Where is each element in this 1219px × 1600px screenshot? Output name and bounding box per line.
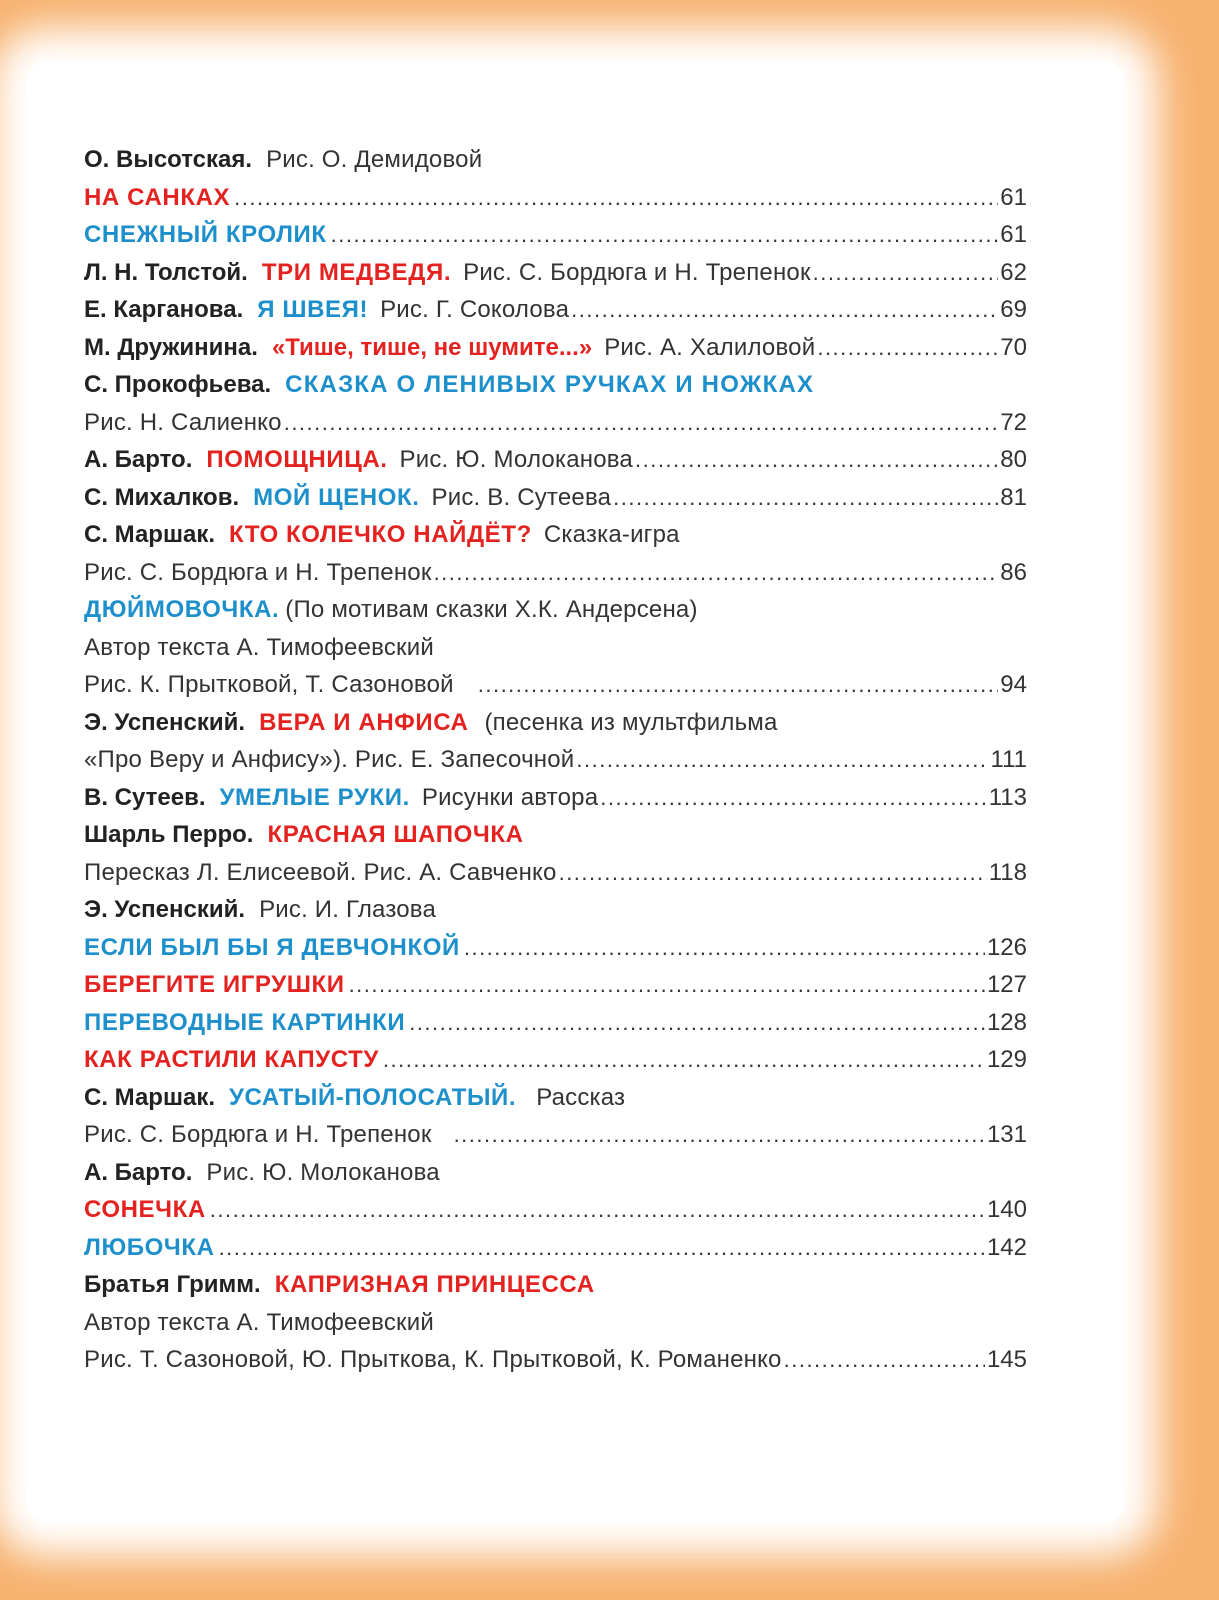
- toc-page-number: 118: [988, 858, 1027, 886]
- toc-line: [84, 854, 1027, 892]
- toc-author: А. Барто.: [84, 1158, 193, 1186]
- toc-title[interactable]: ЕСЛИ БЫЛ БЫ Я ДЕВЧОНКОЙ: [84, 933, 460, 961]
- toc-page-number: 113: [988, 783, 1027, 811]
- toc-title[interactable]: МОЙ ЩЕНОК.: [253, 483, 420, 511]
- toc-description: Рис. Ю. Молоканова: [399, 446, 633, 473]
- toc-author: Э. Успенский.: [84, 896, 246, 923]
- toc-line[interactable]: [84, 1079, 1027, 1117]
- toc-line: [84, 1341, 1027, 1379]
- toc-line: [84, 1154, 1027, 1192]
- toc-page-number: 69: [1000, 296, 1027, 323]
- toc-leader: [576, 741, 988, 779]
- toc-line[interactable]: [84, 779, 1027, 817]
- toc-line[interactable]: [84, 1229, 1027, 1267]
- toc-line: [84, 666, 1027, 704]
- toc-line[interactable]: [84, 366, 1027, 404]
- toc-description: Рис. Т. Сазоновой, Ю. Прыткова, К. Прытковой, К. Романенко: [84, 1346, 782, 1373]
- toc-title[interactable]: КАК РАСТИЛИ КАПУСТУ: [84, 1046, 379, 1073]
- toc-title[interactable]: УСАТЫЙ-ПОЛОСАТЫЙ.: [229, 1083, 517, 1111]
- toc-page-number: 81: [1000, 483, 1027, 511]
- toc-description: Рис. Г. Соколова: [380, 296, 570, 323]
- toc-leader: [635, 441, 998, 479]
- toc-leader: [813, 254, 999, 292]
- toc-leader: [559, 854, 987, 892]
- toc-description: (По мотивам сказки Х.К. Андерсена): [285, 596, 698, 623]
- toc-page-number: 61: [1000, 221, 1027, 248]
- toc-line: [84, 141, 1027, 179]
- toc-author: Л. Н. Толстой.: [84, 258, 248, 286]
- toc-title[interactable]: КРАСНАЯ ШАПОЧКА: [267, 821, 524, 848]
- toc-title[interactable]: СКАЗКА О ЛЕНИВЫХ РУЧКАХ И НОЖКАХ: [285, 371, 815, 398]
- toc-page-number: 127: [986, 971, 1027, 998]
- toc-page-number: 70: [1000, 333, 1027, 361]
- toc-description: Рис. В. Сутеева: [431, 483, 612, 511]
- toc-leader: [349, 966, 985, 1004]
- toc-line: [84, 1304, 1027, 1342]
- toc-title[interactable]: ВЕРА И АНФИСА: [259, 708, 469, 736]
- toc-leader: [464, 929, 985, 967]
- toc-leader: [784, 1341, 985, 1379]
- toc-page-number: 94: [1000, 671, 1027, 698]
- toc-line[interactable]: [84, 704, 1027, 742]
- toc-title[interactable]: «Тише, тише, не шумите...»: [271, 333, 593, 361]
- toc-author: С. Маршак.: [84, 1083, 215, 1111]
- toc-author: О. Высотская.: [84, 146, 253, 173]
- toc-title[interactable]: ДЮЙМОВОЧКА.: [84, 596, 280, 623]
- table-of-contents: [84, 141, 1027, 1379]
- toc-page-number: 140: [986, 1196, 1027, 1223]
- toc-title[interactable]: КАПРИЗНАЯ ПРИНЦЕССА: [274, 1271, 595, 1298]
- toc-description: Рис. Ю. Молоканова: [206, 1158, 440, 1186]
- toc-description: Рассказ: [536, 1083, 626, 1111]
- toc-leader: [234, 179, 998, 217]
- toc-description: (песенка из мультфильма: [484, 708, 778, 736]
- toc-line[interactable]: [84, 591, 1027, 629]
- toc-description: Автор текста А. Тимофеевский: [84, 1308, 434, 1336]
- toc-leader: [434, 554, 999, 592]
- toc-title[interactable]: СНЕЖНЫЙ КРОЛИК: [84, 221, 327, 248]
- toc-line[interactable]: [84, 966, 1027, 1004]
- toc-line: [84, 891, 1027, 929]
- toc-title[interactable]: УМЕЛЫЕ РУКИ.: [219, 783, 410, 811]
- toc-leader: [219, 1229, 985, 1267]
- toc-line[interactable]: [84, 216, 1027, 254]
- toc-title[interactable]: ТРИ МЕДВЕДЯ.: [261, 258, 452, 286]
- toc-line[interactable]: [84, 816, 1027, 854]
- toc-line[interactable]: [84, 179, 1027, 217]
- toc-page-number: 111: [990, 746, 1027, 773]
- toc-author: Шарль Перро.: [84, 821, 254, 848]
- toc-line[interactable]: [84, 479, 1027, 517]
- toc-description: Рис. И. Глазова: [259, 896, 437, 923]
- toc-description: Рис. С. Бордюга и Н. Трепенок: [463, 258, 811, 286]
- toc-leader: [210, 1191, 985, 1229]
- toc-line: [84, 741, 1027, 779]
- toc-description: Рис. С. Бордюга и Н. Трепенок: [84, 1121, 432, 1148]
- toc-line: [84, 1116, 1027, 1154]
- toc-page-number: 126: [986, 933, 1027, 961]
- toc-author: С. Михалков.: [84, 483, 240, 511]
- toc-description: Рис. К. Прытковой, Т. Сазоновой: [84, 671, 454, 698]
- toc-page-number: 129: [986, 1046, 1027, 1073]
- toc-leader: [600, 779, 986, 817]
- toc-leader: [284, 404, 999, 442]
- toc-leader: [571, 291, 998, 329]
- toc-leader: [613, 479, 998, 517]
- toc-title[interactable]: КТО КОЛЕЧКО НАЙДЁТ?: [229, 521, 532, 548]
- toc-leader: [331, 216, 999, 254]
- toc-page-number: 86: [1000, 558, 1027, 586]
- toc-leader: [478, 666, 999, 704]
- toc-line: [84, 554, 1027, 592]
- toc-page-number: 80: [1000, 446, 1027, 473]
- toc-title[interactable]: ЛЮБОЧКА: [84, 1233, 215, 1261]
- toc-title[interactable]: ПОМОЩНИЦА.: [206, 446, 388, 473]
- toc-description: Сказка-игра: [543, 521, 680, 548]
- toc-leader: [383, 1041, 985, 1079]
- toc-line[interactable]: [84, 929, 1027, 967]
- toc-page-number: 128: [986, 1008, 1027, 1036]
- toc-leader: [817, 329, 998, 367]
- toc-line[interactable]: [84, 1191, 1027, 1229]
- toc-description: Рис. А. Халиловой: [604, 333, 816, 361]
- toc-author: С. Маршак.: [84, 521, 215, 548]
- toc-description: Рис. С. Бордюга и Н. Трепенок: [84, 558, 432, 586]
- toc-author: В. Сутеев.: [84, 783, 206, 811]
- toc-page-number: 145: [986, 1346, 1027, 1373]
- toc-author: М. Дружинина.: [84, 333, 258, 361]
- toc-title[interactable]: ПЕРЕВОДНЫЕ КАРТИНКИ: [84, 1008, 406, 1036]
- toc-line[interactable]: [84, 254, 1027, 292]
- toc-author: Э. Успенский.: [84, 708, 246, 736]
- toc-line[interactable]: [84, 441, 1027, 479]
- toc-author: Братья Гримм.: [84, 1271, 261, 1298]
- toc-page-number: 61: [1000, 183, 1027, 211]
- toc-author: С. Прокофьева.: [84, 371, 272, 398]
- toc-line: [84, 404, 1027, 442]
- toc-author: А. Барто.: [84, 446, 193, 473]
- toc-title[interactable]: Я ШВЕЯ!: [257, 296, 369, 323]
- toc-title[interactable]: НА САНКАХ: [84, 183, 231, 211]
- toc-line[interactable]: [84, 1041, 1027, 1079]
- toc-description: Рисунки автора: [421, 783, 599, 811]
- toc-description: Пересказ Л. Елисеевой. Рис. А. Савченко: [84, 858, 557, 886]
- toc-description: «Про Веру и Анфису»). Рис. Е. Запесочной: [84, 746, 575, 773]
- toc-description: Автор текста А. Тимофеевский: [84, 633, 434, 661]
- toc-page-number: 142: [986, 1233, 1027, 1261]
- toc-leader: [454, 1116, 985, 1154]
- toc-line[interactable]: [84, 329, 1027, 367]
- toc-leader: [409, 1004, 985, 1042]
- toc-description: Рис. О. Демидовой: [266, 146, 483, 173]
- toc-page-number: 62: [1000, 258, 1027, 286]
- toc-description: Рис. Н. Салиенко: [84, 408, 282, 436]
- toc-line[interactable]: [84, 1266, 1027, 1304]
- toc-line[interactable]: [84, 291, 1027, 329]
- toc-author: Е. Карганова.: [84, 296, 244, 323]
- toc-line[interactable]: [84, 516, 1027, 554]
- toc-title[interactable]: СОНЕЧКА: [84, 1196, 206, 1223]
- toc-line: [84, 629, 1027, 667]
- toc-line[interactable]: [84, 1004, 1027, 1042]
- toc-page-number: 131: [986, 1121, 1027, 1148]
- toc-page-number: 72: [1000, 408, 1027, 436]
- toc-title[interactable]: БЕРЕГИТЕ ИГРУШКИ: [84, 971, 345, 998]
